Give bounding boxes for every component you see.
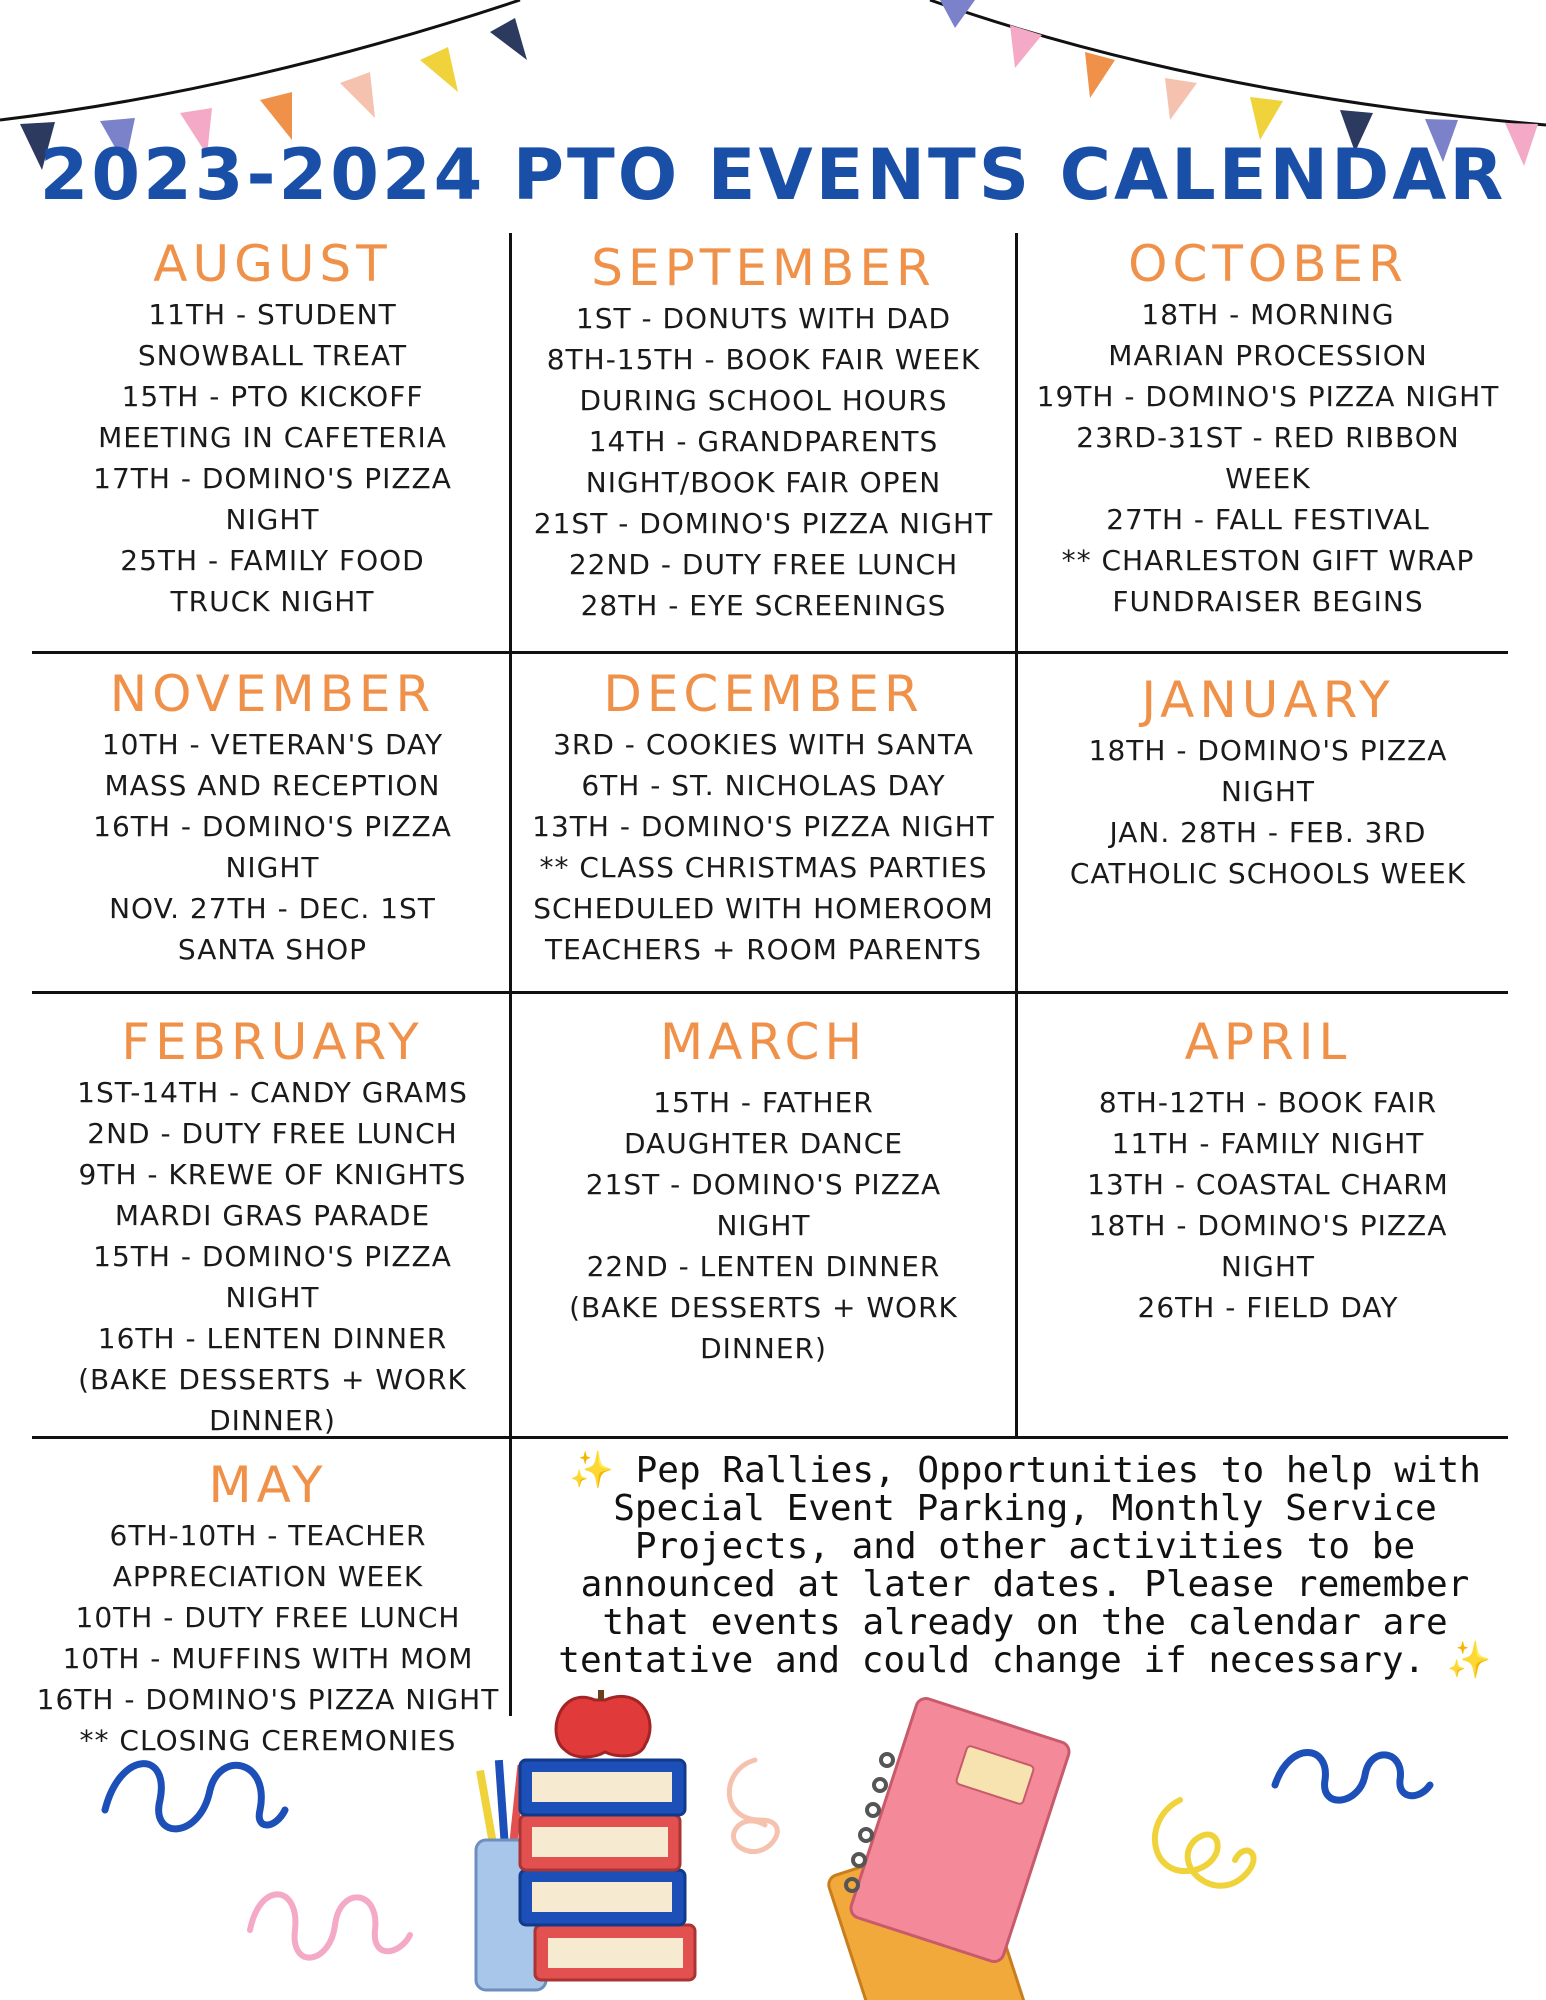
event-line: 10TH - MUFFINS WITH MOM xyxy=(62,1642,474,1675)
event-line: 16TH - LENTEN DINNER xyxy=(97,1322,448,1355)
note-line: Special Event Parking, Monthly Service xyxy=(613,1488,1437,1529)
books-stack-icon xyxy=(520,1760,695,1980)
month-title: APRIL xyxy=(1184,1013,1352,1071)
event-list xyxy=(512,1082,1015,1369)
event-line: CATHOLIC SCHOOLS WEEK xyxy=(1069,857,1467,890)
event-line: DINNER) xyxy=(209,1404,336,1437)
sparkle-icon: ✨ xyxy=(569,1450,614,1491)
note-line: ✨ Pep Rallies, Opportunities to help with xyxy=(569,1450,1481,1491)
month-title: MARCH xyxy=(659,1013,868,1071)
event-list xyxy=(40,1072,505,1441)
event-line: 15TH - DOMINO'S PIZZA xyxy=(93,1240,452,1273)
event-line: 10TH - VETERAN'S DAY xyxy=(101,728,444,761)
event-line: 16TH - DOMINO'S PIZZA NIGHT xyxy=(36,1683,500,1716)
event-line: 6TH - ST. NICHOLAS DAY xyxy=(581,769,946,802)
event-line: DINNER) xyxy=(700,1332,827,1365)
sparkle-icon: ✨ xyxy=(1446,1640,1492,1681)
event-line: 28TH - EYE SCREENINGS xyxy=(580,589,947,622)
event-line: NOV. 27TH - DEC. 1ST xyxy=(109,892,436,925)
month-cell-january xyxy=(1018,670,1518,894)
grid-line xyxy=(32,651,1508,654)
month-cell-august xyxy=(40,234,505,622)
event-list xyxy=(40,294,505,622)
event-line: NIGHT/BOOK FAIR OPEN xyxy=(585,466,942,499)
event-line: NIGHT xyxy=(225,851,320,884)
event-line: 15TH - FATHER xyxy=(653,1086,874,1119)
event-line: 18TH - DOMINO'S PIZZA xyxy=(1088,734,1448,767)
event-line: 13TH - DOMINO'S PIZZA NIGHT xyxy=(532,810,995,843)
note-line: Projects, and other activities to be xyxy=(634,1526,1416,1567)
apple-icon xyxy=(556,1690,650,1757)
event-line: 22ND - DUTY FREE LUNCH xyxy=(568,548,959,581)
event-line: SANTA SHOP xyxy=(177,933,368,966)
note-line: tentative and could change if necessary. ✨ xyxy=(558,1640,1492,1681)
event-line: MARDI GRAS PARADE xyxy=(114,1199,431,1232)
event-line: 15TH - PTO KICKOFF xyxy=(121,380,424,413)
month-title: FEBRUARY xyxy=(121,1013,424,1071)
event-line: 25TH - FAMILY FOOD xyxy=(120,544,425,577)
event-line: 1ST-14TH - CANDY GRAMS xyxy=(77,1076,468,1109)
event-line: NIGHT xyxy=(225,503,320,536)
event-line: 17TH - DOMINO'S PIZZA xyxy=(93,462,452,495)
month-cell-december xyxy=(512,664,1015,970)
month-cell-september xyxy=(512,238,1015,626)
note-line: announced at later dates. Please remember xyxy=(580,1564,1470,1605)
event-line: MEETING IN CAFETERIA xyxy=(98,421,447,454)
event-line: TRUCK NIGHT xyxy=(170,585,375,618)
event-line: JAN. 28TH - FEB. 3RD xyxy=(1109,816,1427,849)
event-line: 18TH - MORNING xyxy=(1141,298,1395,331)
event-line: 8TH-12TH - BOOK FAIR xyxy=(1098,1086,1438,1119)
event-line: SCHEDULED WITH HOMEROOM xyxy=(533,892,994,925)
event-line: 11TH - FAMILY NIGHT xyxy=(1111,1127,1425,1160)
event-list xyxy=(40,724,505,970)
event-line: WEEK xyxy=(1225,462,1311,495)
event-line: 3RD - COOKIES WITH SANTA xyxy=(553,728,974,761)
event-line: 23RD-31ST - RED RIBBON xyxy=(1076,421,1460,454)
event-line: APPRECIATION WEEK xyxy=(112,1560,424,1593)
event-list xyxy=(1018,730,1518,894)
month-title: DECEMBER xyxy=(603,665,924,723)
event-line: 19TH - DOMINO'S PIZZA NIGHT xyxy=(1036,380,1500,413)
confetti-swirls xyxy=(105,1764,285,1829)
event-line: 26TH - FIELD DAY xyxy=(1137,1291,1399,1324)
event-line: DURING SCHOOL HOURS xyxy=(579,384,948,417)
event-line: ** CLOSING CEREMONIES xyxy=(79,1724,457,1757)
month-cell-april xyxy=(1018,1012,1518,1328)
event-list xyxy=(1018,1082,1518,1328)
event-line: 9TH - KREWE OF KNIGHTS xyxy=(78,1158,467,1191)
event-list xyxy=(512,298,1015,626)
event-list xyxy=(1018,294,1518,622)
event-line: NIGHT xyxy=(1220,775,1316,808)
event-line: 8TH-15TH - BOOK FAIR WEEK xyxy=(546,343,981,376)
grid-line xyxy=(32,991,1508,994)
event-line: FUNDRAISER BEGINS xyxy=(1112,585,1424,618)
event-line: ** CHARLESTON GIFT WRAP xyxy=(1061,544,1475,577)
month-title: NOVEMBER xyxy=(109,665,436,723)
notebook-icon xyxy=(826,1696,1071,2000)
month-title: SEPTEMBER xyxy=(591,239,936,297)
event-line: MASS AND RECEPTION xyxy=(104,769,441,802)
event-line: 11TH - STUDENT xyxy=(148,298,397,331)
page-title: 2023-2024 PTO EVENTS CALENDAR xyxy=(39,134,1507,216)
note-line: that events already on the calendar are xyxy=(602,1602,1448,1643)
month-cell-february xyxy=(40,1012,505,1441)
event-list xyxy=(512,724,1015,970)
event-line: NIGHT xyxy=(716,1209,811,1242)
bottom-decorations xyxy=(0,1690,1546,2000)
month-title: MAY xyxy=(208,1456,328,1514)
announcement-note xyxy=(545,1452,1505,1680)
event-line: SNOWBALL TREAT xyxy=(137,339,408,372)
event-line: 18TH - DOMINO'S PIZZA xyxy=(1088,1209,1448,1242)
event-line: MARIAN PROCESSION xyxy=(1108,339,1428,372)
event-line: NIGHT xyxy=(1220,1250,1316,1283)
event-line: 21ST - DOMINO'S PIZZA NIGHT xyxy=(533,507,994,540)
event-line: NIGHT xyxy=(225,1281,320,1314)
event-line: DAUGHTER DANCE xyxy=(623,1127,904,1160)
month-cell-november xyxy=(40,664,505,970)
event-line: (BAKE DESSERTS + WORK xyxy=(569,1291,958,1324)
month-title: AUGUST xyxy=(153,235,392,293)
month-cell-october xyxy=(1018,234,1518,622)
event-line: 21ST - DOMINO'S PIZZA xyxy=(585,1168,942,1201)
event-line: ** CLASS CHRISTMAS PARTIES xyxy=(539,851,988,884)
event-line: 13TH - COASTAL CHARM xyxy=(1087,1168,1449,1201)
event-line: TEACHERS + ROOM PARENTS xyxy=(544,933,983,966)
event-line: 27TH - FALL FESTIVAL xyxy=(1106,503,1430,536)
month-title: JANUARY xyxy=(1141,671,1395,729)
month-title: OCTOBER xyxy=(1128,235,1408,293)
event-line: 6TH-10TH - TEACHER xyxy=(109,1519,427,1552)
event-line: (BAKE DESSERTS + WORK xyxy=(78,1363,467,1396)
event-line: 2ND - DUTY FREE LUNCH xyxy=(87,1117,458,1150)
event-line: 22ND - LENTEN DINNER xyxy=(586,1250,941,1283)
event-line: 1ST - DONUTS WITH DAD xyxy=(575,302,952,335)
event-line: 10TH - DUTY FREE LUNCH xyxy=(75,1601,461,1634)
month-cell-march xyxy=(512,1012,1015,1369)
event-line: 16TH - DOMINO'S PIZZA xyxy=(93,810,452,843)
event-line: 14TH - GRANDPARENTS xyxy=(588,425,939,458)
